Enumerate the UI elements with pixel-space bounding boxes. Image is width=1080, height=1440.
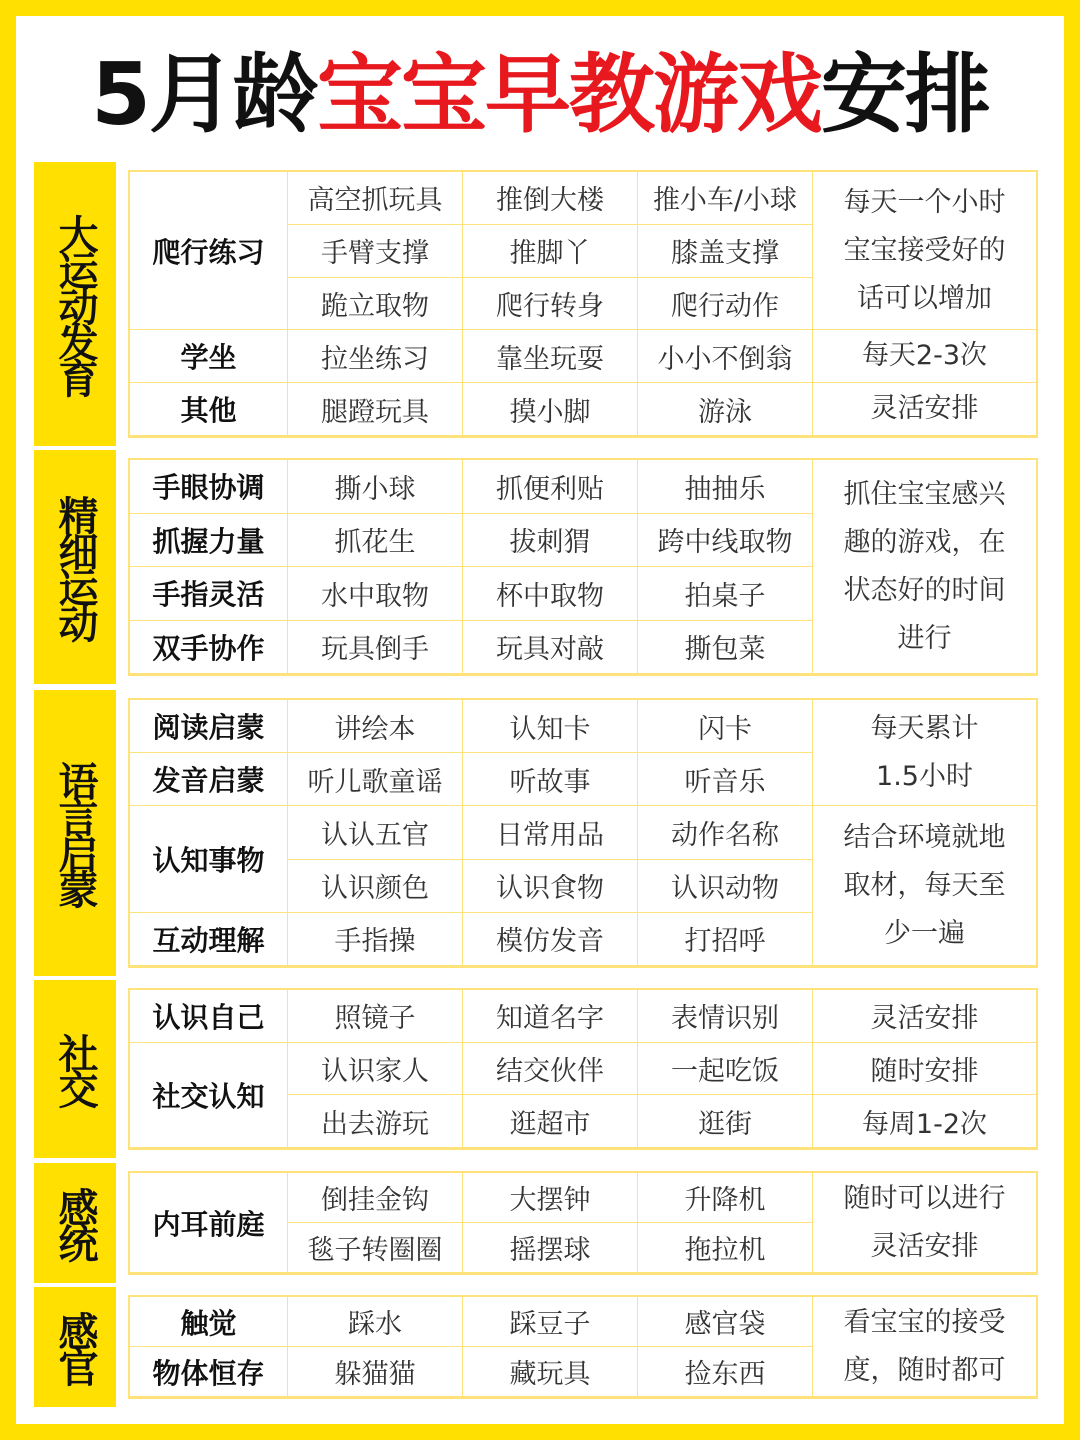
- activity-cell: 藏玩具: [463, 1347, 638, 1397]
- activity-cell: 动作名称: [638, 806, 813, 859]
- schedule-note: 每天2-3次: [813, 330, 1036, 383]
- activity-cell: 抓花生: [288, 514, 463, 568]
- category-two-hands: 双手协作: [130, 621, 288, 675]
- activity-cell: 拉坐练习: [288, 330, 463, 383]
- category-grip: 抓握力量: [130, 514, 288, 568]
- title-part-age: 5月龄: [91, 45, 317, 145]
- category-hand-eye: 手眼协调: [130, 460, 288, 514]
- activity-cell: 膝盖支撑: [638, 225, 813, 278]
- section-label: 感官: [52, 1311, 98, 1383]
- schedule-note: 每天一个小时 宝宝接受好的 话可以增加: [813, 172, 1036, 330]
- activity-cell: 感官袋: [638, 1297, 813, 1347]
- section-label-box: [34, 980, 116, 1158]
- activity-cell: 手指操: [288, 913, 463, 966]
- category-reading: 阅读启蒙: [130, 700, 288, 753]
- activity-cell: 毯子转圈圈: [288, 1223, 463, 1273]
- title-part-highlight: 宝宝早教游戏: [316, 45, 821, 145]
- schedule-note: 每周1-2次: [813, 1095, 1036, 1148]
- activity-cell: 玩具倒手: [288, 621, 463, 675]
- activity-cell: 闪卡: [638, 700, 813, 753]
- activity-cell: 高空抓玩具: [288, 172, 463, 225]
- activity-table: [128, 1295, 1038, 1399]
- schedule-note: 结合环境就地 取材，每天至 少一遍: [813, 806, 1036, 966]
- section-social: [34, 980, 1038, 1158]
- activity-cell: 爬行动作: [638, 278, 813, 331]
- activity-cell: 知道名字: [463, 990, 638, 1043]
- section-label-box: [34, 1287, 116, 1407]
- activity-cell: 推倒大楼: [463, 172, 638, 225]
- activity-cell: 逛街: [638, 1095, 813, 1148]
- activity-cell: 结交伙伴: [463, 1043, 638, 1096]
- activity-cell: 杯中取物: [463, 567, 638, 621]
- activity-cell: 跪立取物: [288, 278, 463, 331]
- category-crawl: 爬行练习: [130, 172, 288, 330]
- page-title: [16, 40, 1064, 150]
- section-label-box: [34, 162, 116, 446]
- section-fine-motor: [34, 450, 1038, 684]
- activity-cell: 撕包菜: [638, 621, 813, 675]
- activity-cell: 模仿发音: [463, 913, 638, 966]
- activity-cell: 认识颜色: [288, 860, 463, 913]
- category-other: 其他: [130, 383, 288, 436]
- activity-cell: 摇摆球: [463, 1223, 638, 1273]
- activity-cell: 躲猫猫: [288, 1347, 463, 1397]
- activity-cell: 讲绘本: [288, 700, 463, 753]
- activity-cell: 认知卡: [463, 700, 638, 753]
- activity-table: [128, 988, 1038, 1150]
- activity-cell: 踩水: [288, 1297, 463, 1347]
- activity-cell: 听儿歌童谣: [288, 753, 463, 806]
- activity-cell: 游泳: [638, 383, 813, 436]
- activity-cell: 水中取物: [288, 567, 463, 621]
- schedule-note: 随时可以进行 灵活安排: [813, 1173, 1036, 1273]
- activity-cell: 拖拉机: [638, 1223, 813, 1273]
- section-label: 社交: [52, 1033, 98, 1105]
- section-label: 语言启蒙: [52, 761, 98, 905]
- activity-cell: 推小车/小球: [638, 172, 813, 225]
- schedule-note: 灵活安排: [813, 990, 1036, 1043]
- category-social-cognition: 社交认知: [130, 1043, 288, 1148]
- activity-cell: 逛超市: [463, 1095, 638, 1148]
- category-interaction: 互动理解: [130, 913, 288, 966]
- activity-cell: 认识动物: [638, 860, 813, 913]
- category-cognition: 认知事物: [130, 806, 288, 912]
- schedule-note: 抓住宝宝感兴 趣的游戏，在 状态好的时间 进行: [813, 460, 1036, 674]
- activity-cell: 摸小脚: [463, 383, 638, 436]
- activity-cell: 认认五官: [288, 806, 463, 859]
- activity-cell: 撕小球: [288, 460, 463, 514]
- activity-cell: 抽抽乐: [638, 460, 813, 514]
- activity-cell: 踩豆子: [463, 1297, 638, 1347]
- category-touch: 触觉: [130, 1297, 288, 1347]
- activity-cell: 照镜子: [288, 990, 463, 1043]
- section-language: [34, 690, 1038, 976]
- activity-cell: 小小不倒翁: [638, 330, 813, 383]
- activity-table: [128, 170, 1038, 438]
- activity-cell: 推脚丫: [463, 225, 638, 278]
- section-label-box: [34, 450, 116, 684]
- activity-cell: 玩具对敲: [463, 621, 638, 675]
- section-label: 大运动发育: [52, 214, 98, 394]
- category-vestibular: 内耳前庭: [130, 1173, 288, 1273]
- activity-cell: 一起吃饭: [638, 1043, 813, 1096]
- activity-cell: 听音乐: [638, 753, 813, 806]
- activity-table: [128, 1171, 1038, 1275]
- activity-cell: 腿蹬玩具: [288, 383, 463, 436]
- section-label-box: [34, 1163, 116, 1283]
- activity-cell: 靠坐玩耍: [463, 330, 638, 383]
- category-pronunciation: 发音启蒙: [130, 753, 288, 806]
- activity-cell: 表情识别: [638, 990, 813, 1043]
- schedule-note: 随时安排: [813, 1043, 1036, 1096]
- activity-table: [128, 698, 1038, 968]
- category-object-permanence: 物体恒存: [130, 1347, 288, 1397]
- activity-cell: 拍桌子: [638, 567, 813, 621]
- title-part-arrangement: 安排: [820, 45, 989, 145]
- activity-cell: 跨中线取物: [638, 514, 813, 568]
- schedule-note: 看宝宝的接受 度，随时都可: [813, 1297, 1036, 1397]
- activity-cell: 拔刺猬: [463, 514, 638, 568]
- section-senses: [34, 1287, 1038, 1407]
- activity-cell: 手臂支撑: [288, 225, 463, 278]
- activity-cell: 升降机: [638, 1173, 813, 1223]
- activity-table: [128, 458, 1038, 676]
- activity-cell: 认识家人: [288, 1043, 463, 1096]
- category-finger: 手指灵活: [130, 567, 288, 621]
- section-label: 感统: [52, 1187, 98, 1259]
- activity-cell: 认识食物: [463, 860, 638, 913]
- activity-cell: 捡东西: [638, 1347, 813, 1397]
- activity-cell: 打招呼: [638, 913, 813, 966]
- activity-cell: 大摆钟: [463, 1173, 638, 1223]
- category-sit: 学坐: [130, 330, 288, 383]
- activity-cell: 爬行转身: [463, 278, 638, 331]
- activity-cell: 听故事: [463, 753, 638, 806]
- activity-cell: 倒挂金钩: [288, 1173, 463, 1223]
- section-gross-motor: [34, 162, 1038, 446]
- section-sensory-integration: [34, 1163, 1038, 1283]
- section-label-box: [34, 690, 116, 976]
- activity-cell: 日常用品: [463, 806, 638, 859]
- activity-cell: 抓便利贴: [463, 460, 638, 514]
- section-label: 精细运动: [52, 495, 98, 639]
- schedule-note: 每天累计 1.5小时: [813, 700, 1036, 806]
- schedule-note: 灵活安排: [813, 383, 1036, 436]
- category-self: 认识自己: [130, 990, 288, 1043]
- activity-cell: 出去游玩: [288, 1095, 463, 1148]
